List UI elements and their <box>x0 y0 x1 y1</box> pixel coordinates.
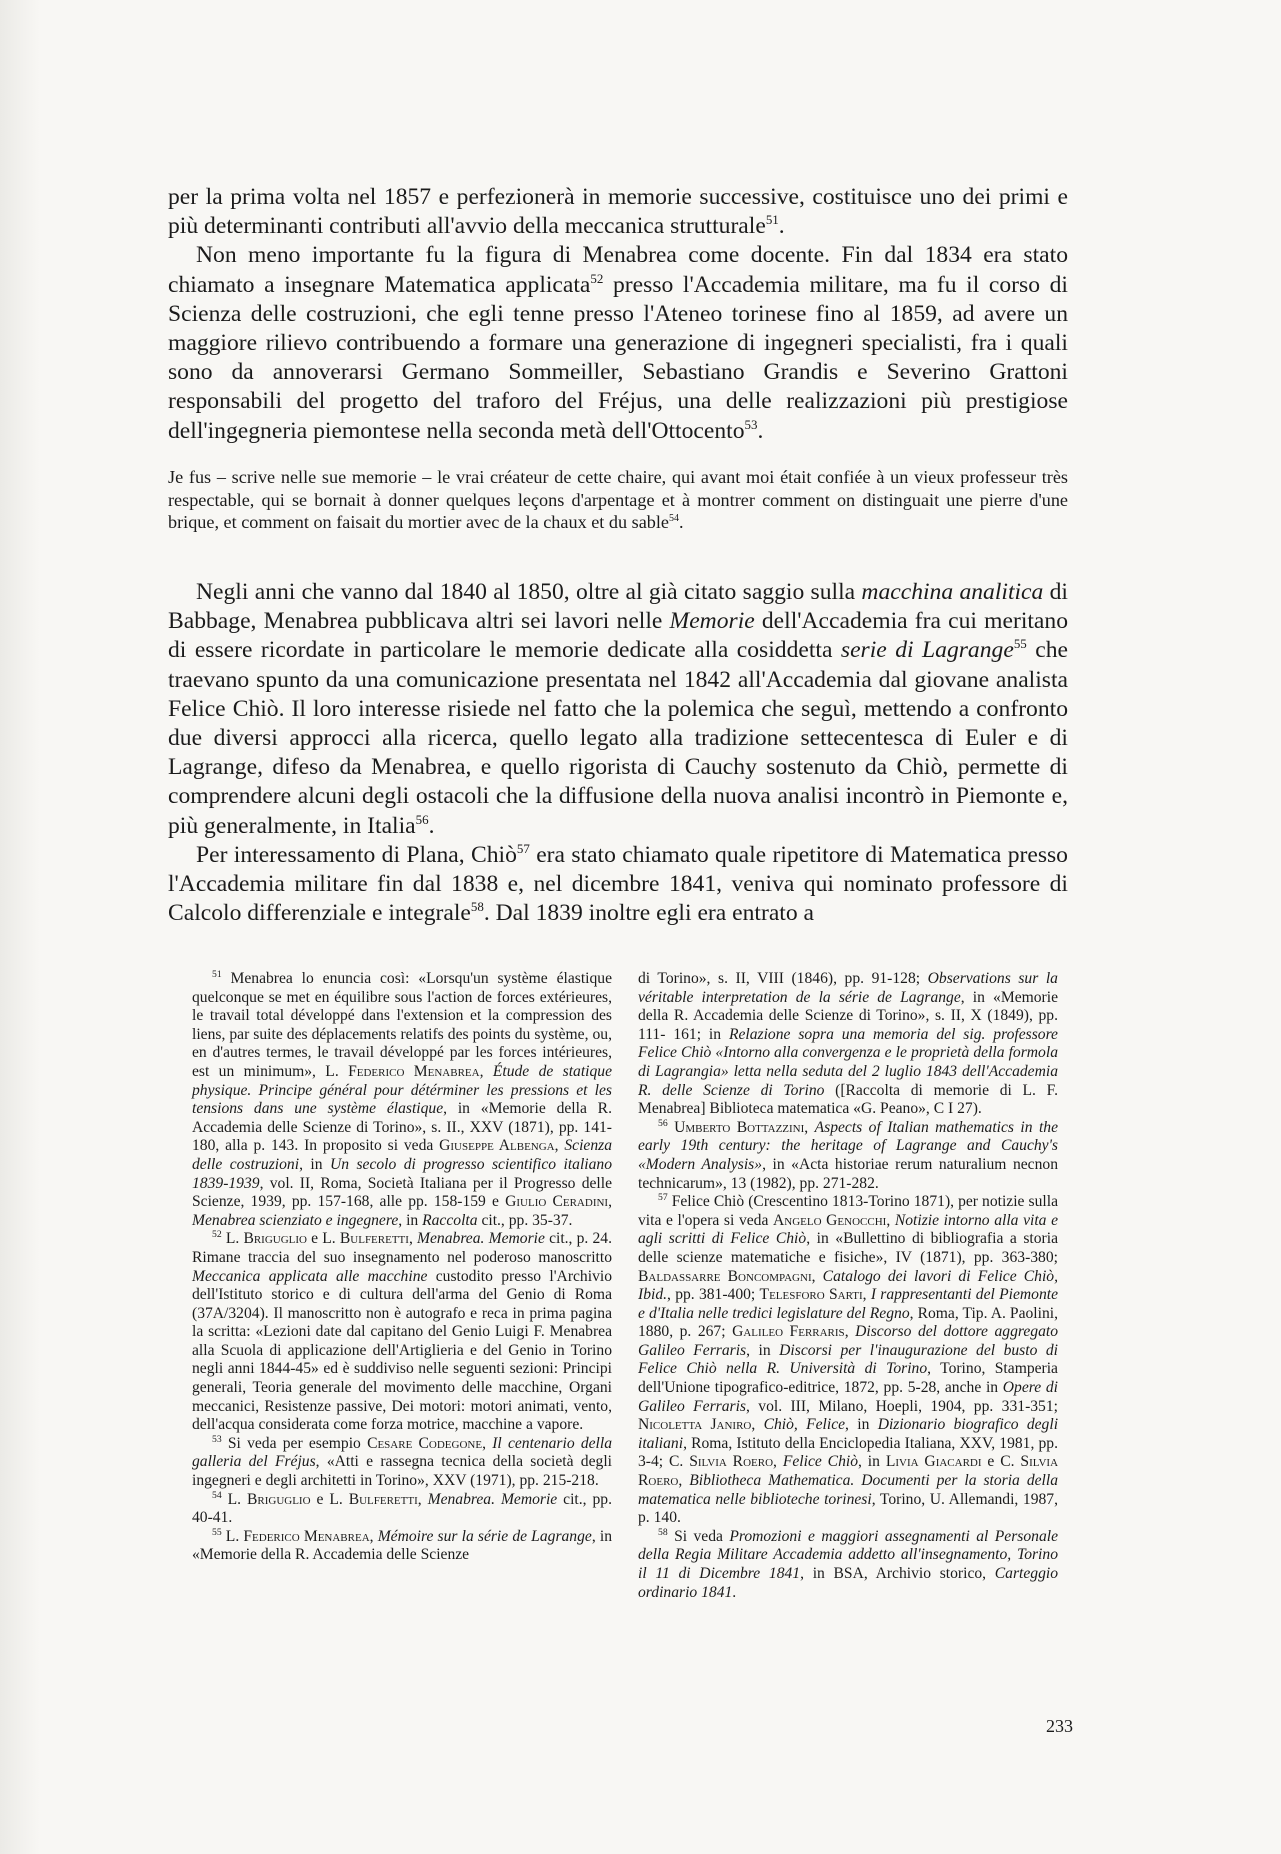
quote-text: Je fus – scrive nelle sue memorie – le vrai créateur de cette chaire, qui avant moi était confiée à un vieux professeur très respectable, qui se bornait à donner quelques leçons d'arpentage et à montrer comment on distinguait une pierre d'une brique, et comment on faisait du mortier avec de la chaux et du sable$^{54}$. <box>168 467 1068 533</box>
footnote-ref-56[interactable]: 56 <box>415 811 429 827</box>
body-text-top <box>168 183 1068 446</box>
footnote-ref-54[interactable]: 54 <box>668 513 679 525</box>
footnote-56: $^{56}$ Umberto Bottazzini, Aspects of Italian mathematics in the early 19th century: the heritage of Lagrange and Cauchy's «Modern Analysis», in «Acta historiae rerum naturalium necnon technicarum», 13 (1982), pp. 271-282. <box>638 1117 1059 1192</box>
paragraph-2: Non meno importante fu la figura di Menabrea come docente. Fin dal 1834 era stato chiamato a insegnare Matematica applicata$^{52}$ presso l'Accademia militare, ma fu il corso di Scienza delle costruzioni, che egli tenne presso l'Ateneo torinese fino al 1859, ad avere un maggiore rilievo contribuendo a formare una generazione di ingegneri specialisti, fra i quali sono da annoverarsi Germano Sommeiller, Sebastiano Grandis e Severino Grattoni responsabili del progetto del traforo del Fréjus, una delle realizzazioni più prestigiose dell'ingegneria piemontese nella seconda metà dell'Ottocento$^{53}$. <box>168 242 1068 444</box>
footnotes-right-column <box>638 970 1058 1602</box>
footnote-55-continued: di Torino», s. II, VIII (1846), pp. 91-128; Observations sur la véritable interpretation de la série de Lagrange, in «Memorie della R. Accademia delle Scienze di Torino», s. II, X (1849), pp. 111- 161; in Relazione sopra una memoria del sig. professore Felice Chiò «Intorno alla convergenza e le proprietà della formola di Lagrangia» letta nella seduta del 2 luglio 1843 dell'Accademia R. delle Scienze di Torino ([Raccolta di memorie di L. F. Menabrea] Biblioteca matematica «G. Peano», C I 27). <box>638 970 1059 1118</box>
block-quote <box>168 466 1068 534</box>
footnote-57: $^{57}$ Felice Chiò (Crescentino 1813-Torino 1871), per notizie sulla vita e l'opera si veda Angelo Genocchi, Notizie intorno alla vita e agli scritti di Felice Chiò, in «Bullettino di bibliografia a storia delle scienze matematiche e fisiche», IV (1871), pp. 363-380; Baldassarre Boncompagni, Catalogo dei lavori di Felice Chiò, Ibid., pp. 381-400; Telesforo Sarti, I rappresentanti del Piemonte e d'Italia nelle tredici legislature del Regno, Roma, Tip. A. Paolini, 1880, p. 267; Galileo Ferraris, Discorso del dottore aggregato Galileo Ferraris, in Discorsi per l'inaugurazione del busto di Felice Chiò nella R. Università di Torino, Torino, Stamperia dell'Unione tipografico-editrice, 1872, pp. 5-28, anche in Opere di Galileo Ferraris, vol. III, Milano, Hoepli, 1904, pp. 331-351; Nicoletta Janiro, Chiò, Felice, in Dizionario biografico degli italiani, Roma, Istituto della Enciclopedia Italiana, XXV, 1981, pp. 3-4; C. Silvia Roero, Felice Chiò, in Livia Giacardi e C. Silvia Roero, Bibliotheca Mathematica. Documenti per la storia della matematica nelle biblioteche torinesi, Torino, U. Allemandi, 1987, p. 140. <box>638 1191 1059 1527</box>
footnote-ref-53[interactable]: 53 <box>744 416 758 432</box>
body-text-bottom <box>168 578 1068 928</box>
footnote-ref-55[interactable]: 55 <box>1013 636 1027 652</box>
footnote-55: $^{55}$ L. Federico Menabrea, Mémoire sur la série de Lagrange, in «Memorie della R. Accademia delle Scienze <box>192 1526 612 1564</box>
footnote-ref-58[interactable]: 58 <box>470 899 484 915</box>
paragraph-4: Per interessamento di Plana, Chiò$^{57}$ era stato chiamato quale ripetitore di Matematica presso l'Accademia militare fin dal 1838 e, nel dicembre 1841, veniva qui nominato professore di Calcolo differenziale e integrale$^{58}$. Dal 1839 inoltre egli era entrato a <box>168 840 1068 927</box>
footnotes-left-column <box>192 970 612 1565</box>
footnote-52: $^{52}$ L. Briguglio e L. Bulferetti, Menabrea. Memorie cit., p. 24. Rimane traccia del suo insegnamento nel poderoso manoscritto Meccanica applicata alle macchine custodito presso l'Archivio dell'Istituto storico e di cultura dell'arma del Genio di Roma (37A/3204). Il manoscritto non è autografo e reca in prima pagina la scritta: «Lezioni date dal capitano del Genio Luigi F. Menabrea alla Scuola di applicazione dell'Artiglieria e del Genio in Torino negli anni 1844-45» ed è suddiviso nelle seguenti sezioni: Principi generali, Teoria generale del movimento delle macchine, Organi meccanici, Resistenze passive, Dei motori: motori animati, vento, dell'acqua considerata come forza motrice, macchine a vapore. <box>192 1229 612 1434</box>
footnote-53: $^{53}$ Si veda per esempio Cesare Codegone, Il centenario della galleria del Fréjus, «Atti e rassegna tecnica della società degli ingegneri e degli architetti in Torino», XXV (1971), pp. 215-218. <box>192 1433 613 1490</box>
footnote-ref-52[interactable]: 52 <box>590 270 604 286</box>
page-number: 233 <box>1046 1716 1073 1736</box>
footnote-54: $^{54}$ L. Briguglio e L. Bulferetti, Menabrea. Memorie cit., pp. 40-41. <box>192 1489 612 1527</box>
footnote-ref-51[interactable]: 51 <box>765 212 779 228</box>
paragraph-3: Negli anni che vanno dal 1840 al 1850, oltre al già citato saggio sulla macchina analitica di Babbage, Menabrea pubblicava altri sei lavori nelle Memorie dell'Accademia fra cui meritano di essere ricordate in particolare le memorie dedicate alla cosiddetta serie di Lagrange$^{55}$ che traevano spunto da una comunicazione presentata nel 1842 all'Accademia dal giovane analista Felice Chiò. Il loro interesse risiede nel fatto che la polemica che seguì, mettendo a confronto due diversi approcci alla ricerca, quello legato alla tradizione settecentesca di Euler e di Lagrange, difeso da Menabrea, e quello rigorista di Cauchy sostenuto da Chiò, permette di comprendere alcuni degli ostacoli che la diffusione della nuova analisi incontrò in Piemonte e, più generalmente, in Italia$^{56}$. <box>168 579 1068 839</box>
footnote-ref-57[interactable]: 57 <box>516 840 530 856</box>
footnote-51: $^{51}$ Menabrea lo enuncia così: «Lorsqu'un système élastique quelconque se met en équilibre sous l'action de forces extérieures, le travail total développé dans l'extension et la compression des liens, par suite des déplacements relatifs des points du système, ou, en d'autres termes, le travail développé par les forces intérieures, est un minimum», L. Federico Menabrea, Étude de statique physique. Principe général pour détérminer les pressions et les tensions dans une système élastique, in «Memorie della R. Accademia delle Scienze di Torino», s. II., XXV (1871), pp. 141-180, alla p. 143. In proposito si veda Giuseppe Albenga, Scienza delle costruzioni, in Un secolo di progresso scientifico italiano 1839-1939, vol. II, Roma, Società Italiana per il Progresso delle Scienze, 1939, pp. 157-168, alle pp. 158-159 e Giulio Ceradini, Menabrea scienziato e ingegnere, in Raccolta cit., pp. 35-37. <box>192 968 613 1229</box>
paragraph-1: per la prima volta nel 1857 e perfezionerà in memorie successive, costituisce uno dei primi e più determinanti contributi all'avvio della meccanica strutturale$^{51}$. <box>168 184 1068 240</box>
footnote-58: $^{58}$ Si veda Promozioni e maggiori assegnamenti al Personale della Regia Militare Accademia addetto all'insegnamento, Torino il 11 di Dicembre 1841, in BSA, Archivio storico, Carteggio ordinario 1841. <box>638 1526 1058 1601</box>
